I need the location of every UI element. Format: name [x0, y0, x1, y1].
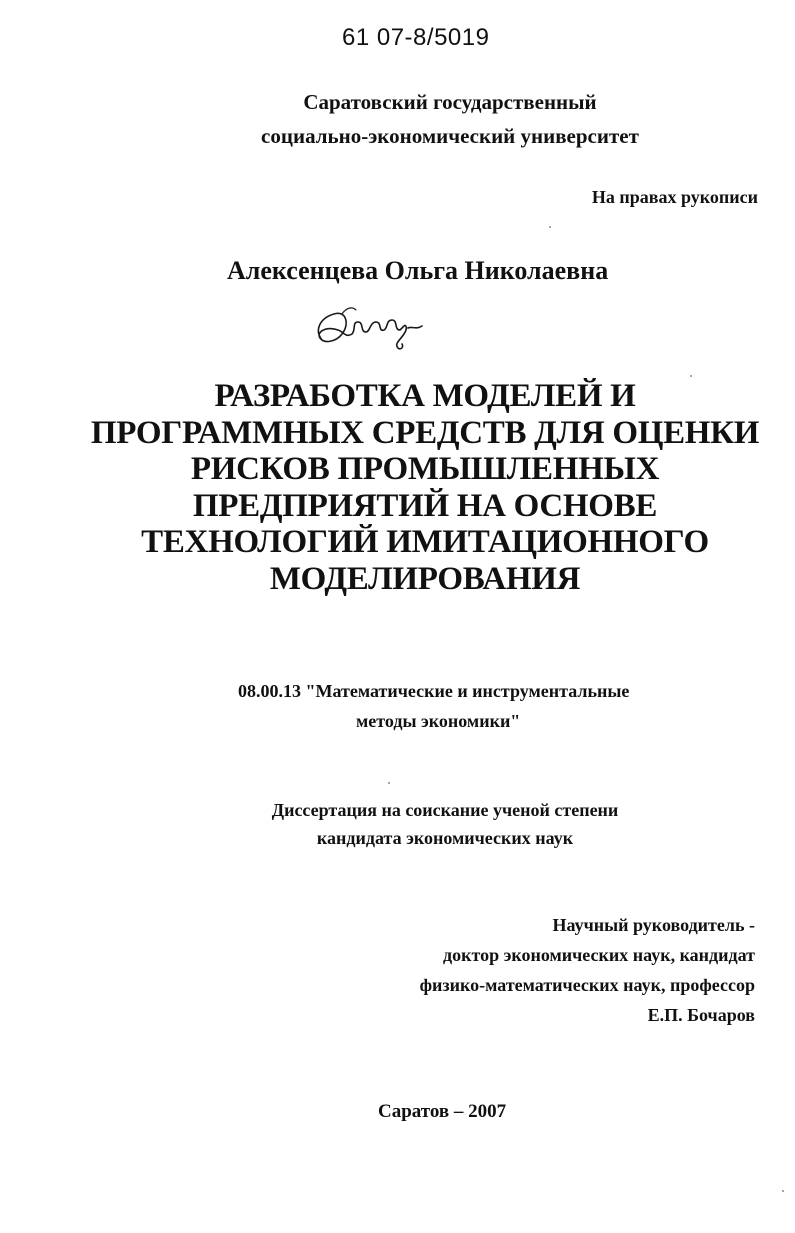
title-line: РАЗРАБОТКА МОДЕЛЕЙ И [214, 378, 636, 414]
title-line: ПРЕДПРИЯТИЙ НА ОСНОВЕ [192, 487, 658, 524]
signature-icon [312, 300, 432, 360]
scan-speck [388, 782, 390, 784]
degree-statement [0, 796, 795, 852]
university-name [0, 85, 795, 153]
supervisor-line-2: доктор экономических наук, кандидат [442, 945, 755, 965]
university-line-2: социально-экономический университет [261, 124, 639, 148]
dissertation-title [0, 378, 795, 597]
title-line: МОДЕЛИРОВАНИЯ [269, 560, 581, 597]
title-line: РИСКОВ ПРОМЫШЛЕННЫХ [190, 451, 660, 487]
rights-notice: На правах рукописи [591, 187, 758, 207]
city-year: Саратов – 2007 [378, 1101, 507, 1122]
title-line: ТЕХНОЛОГИЙ ИМИТАЦИОННОГО [141, 524, 709, 560]
supervisor-line-1: Научный руководитель - [552, 915, 755, 935]
specialty-line-2: методы экономики" [356, 711, 521, 731]
supervisor-block [420, 910, 755, 1030]
specialty-code [238, 676, 629, 736]
supervisor-line-3: физико-математических наук, профессор [419, 975, 755, 995]
scan-speck [782, 1190, 784, 1192]
supervisor-name: Е.П. Бочаров [647, 1005, 755, 1025]
degree-line-2: кандидата экономических наук [316, 828, 574, 848]
degree-line-1: Диссертация на соискание ученой степени [271, 800, 619, 820]
author-name: Алексенцева Ольга Николаевна [227, 256, 609, 285]
specialty-line-1: 08.00.13 "Математические и инструментальные [238, 681, 630, 701]
catalog-number: 61 07-8/5019 [342, 24, 490, 51]
scan-speck [690, 375, 692, 377]
title-line: ПРОГРАММНЫХ СРЕДСТВ ДЛЯ ОЦЕНКИ [90, 414, 760, 451]
scan-speck [549, 226, 551, 228]
university-line-1: Саратовский государственный [303, 90, 597, 114]
